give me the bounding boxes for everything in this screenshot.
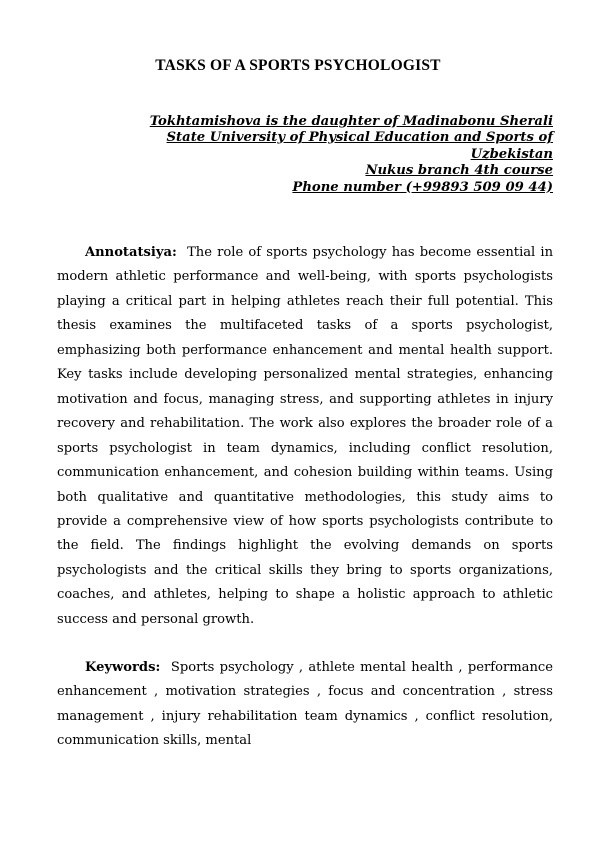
keywords-label: Keywords:	[85, 660, 161, 675]
author-line: Tokhtamishova is the daughter of Madinabonu Sherali	[149, 114, 553, 129]
affiliation-line: State University of Physical Education and Sports of	[166, 130, 553, 146]
keywords-text: Sports psychology , athlete mental health , performance enhancement , motivation strategies , focus and concentration , stress management , injury rehabilitation team dynamics , conflict resolution, communication skills, mental	[57, 660, 553, 749]
keywords-paragraph	[57, 656, 553, 754]
annotation-text: The role of sports psychology has become essential in modern athletic performance and well-being, with sports psychologists playing a critical part in helping athletes reach their full potential. This thesis examines the multifaceted tasks of a sports psychologist, emphasizing both performance enhancement and mental health support. Key tasks include developing personalized mental strategies, enhancing motivation and focus, managing stress, and supporting athletes in injury recovery and rehabilitation. The work also explores the broader role of a sports psychologist in team dynamics, including conflict resolution, communication enhancement, and cohesion building within teams. Using both qualitative and quantitative methodologies, this study aims to provide a comprehensive view of how sports psychologists contribute to the field. The findings highlight the evolving demands on sports psychologists and the critical skills they bring to sports organizations, coaches, and athletes, helping to shape a holistic approach to athletic success and personal growth.	[57, 245, 554, 627]
annotation-paragraph	[57, 241, 553, 632]
paper-title: TASKS OF A SPORTS PSYCHOLOGIST	[155, 57, 441, 74]
phone-line: Phone number (+99893 509 09 44)	[292, 179, 553, 195]
author-affiliation	[113, 114, 553, 196]
branch-line: Nukus branch 4th course	[365, 163, 553, 179]
annotation-label: Annotatsiya:	[85, 245, 177, 260]
affiliation-line: Uzbekistan	[470, 146, 553, 162]
